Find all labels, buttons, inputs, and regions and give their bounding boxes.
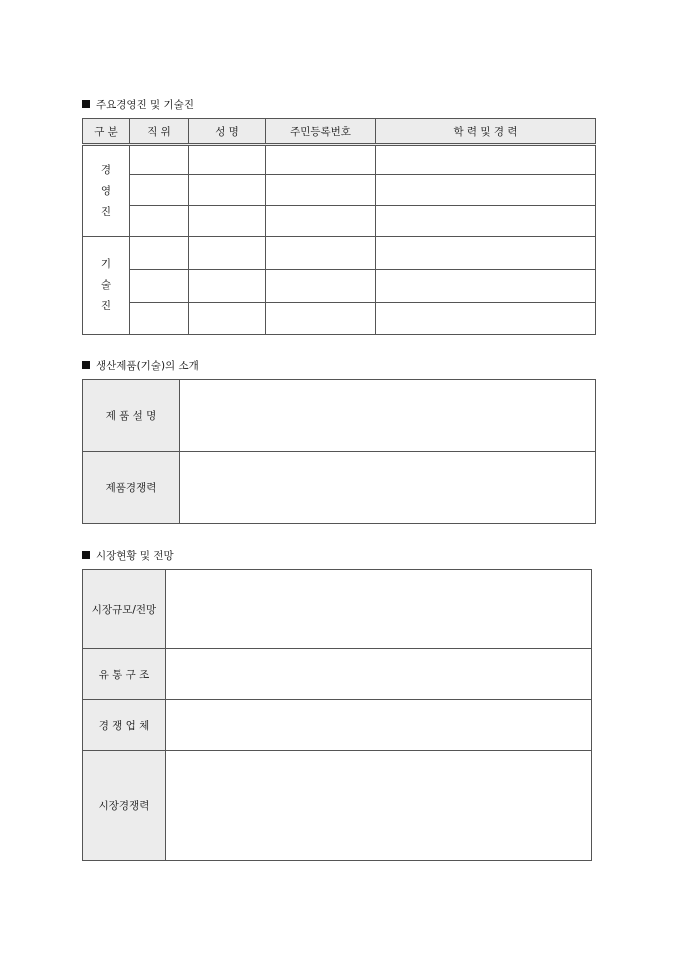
market-competitiveness-cell[interactable] (166, 751, 592, 861)
table-cell[interactable] (130, 270, 189, 303)
table-cell[interactable] (189, 303, 266, 335)
table-cell[interactable] (189, 175, 266, 206)
distribution-cell[interactable] (166, 649, 592, 700)
table-header-row (83, 119, 596, 145)
header-position: 직 위 (130, 119, 189, 145)
table-cell[interactable] (266, 206, 376, 237)
table-cell[interactable] (266, 145, 376, 175)
table-row (83, 380, 596, 452)
table-cell[interactable] (189, 270, 266, 303)
table-cell[interactable] (130, 237, 189, 270)
group-label-management: 경 영 진 (83, 145, 130, 237)
section-heading-management (82, 97, 194, 112)
table-cell[interactable] (130, 175, 189, 206)
table-row (83, 206, 596, 237)
table-cell[interactable] (189, 237, 266, 270)
table-cell[interactable] (376, 145, 596, 175)
table-cell[interactable] (266, 175, 376, 206)
square-bullet-icon (82, 100, 90, 108)
table-row (83, 270, 596, 303)
table-cell[interactable] (376, 270, 596, 303)
header-name: 성 명 (189, 119, 266, 145)
table-row (83, 237, 596, 270)
section-heading-products (82, 358, 199, 373)
square-bullet-icon (82, 551, 90, 559)
group-label-technical: 기 술 진 (83, 237, 130, 335)
table-row (83, 570, 592, 649)
table-cell[interactable] (376, 175, 596, 206)
table-cell[interactable] (376, 303, 596, 335)
row-label-product-competitiveness: 제품경쟁력 (83, 452, 180, 524)
table-cell[interactable] (189, 145, 266, 175)
row-label-market-competitiveness: 시장경쟁력 (83, 751, 166, 861)
table-cell[interactable] (130, 145, 189, 175)
table-cell[interactable] (376, 206, 596, 237)
section-title: 생산제품(기술)의 소개 (96, 360, 199, 372)
header-resident-number: 주민등록번호 (266, 119, 376, 145)
table-cell[interactable] (266, 237, 376, 270)
competitors-cell[interactable] (166, 700, 592, 751)
table-row (83, 175, 596, 206)
row-label-distribution: 유 통 구 조 (83, 649, 166, 700)
table-row (83, 303, 596, 335)
header-category: 구 분 (83, 119, 130, 145)
section-title: 시장현황 및 전망 (96, 550, 174, 562)
table-cell[interactable] (376, 237, 596, 270)
table-cell[interactable] (189, 206, 266, 237)
section-title: 주요경영진 및 기술진 (96, 99, 194, 111)
square-bullet-icon (82, 361, 90, 369)
row-label-product-description: 제 품 설 명 (83, 380, 180, 452)
table-row (83, 649, 592, 700)
market-table (82, 569, 592, 861)
table-cell[interactable] (130, 206, 189, 237)
product-table (82, 379, 596, 524)
table-cell[interactable] (266, 270, 376, 303)
row-label-competitors: 경 쟁 업 체 (83, 700, 166, 751)
market-size-cell[interactable] (166, 570, 592, 649)
section-heading-market (82, 548, 174, 563)
table-row (83, 700, 592, 751)
table-cell[interactable] (266, 303, 376, 335)
table-cell[interactable] (130, 303, 189, 335)
management-table (82, 118, 596, 335)
header-education-career: 학 력 및 경 력 (376, 119, 596, 145)
table-row (83, 751, 592, 861)
product-competitiveness-cell[interactable] (180, 452, 596, 524)
row-label-market-size: 시장규모/전망 (83, 570, 166, 649)
table-row (83, 452, 596, 524)
table-row (83, 145, 596, 175)
product-description-cell[interactable] (180, 380, 596, 452)
